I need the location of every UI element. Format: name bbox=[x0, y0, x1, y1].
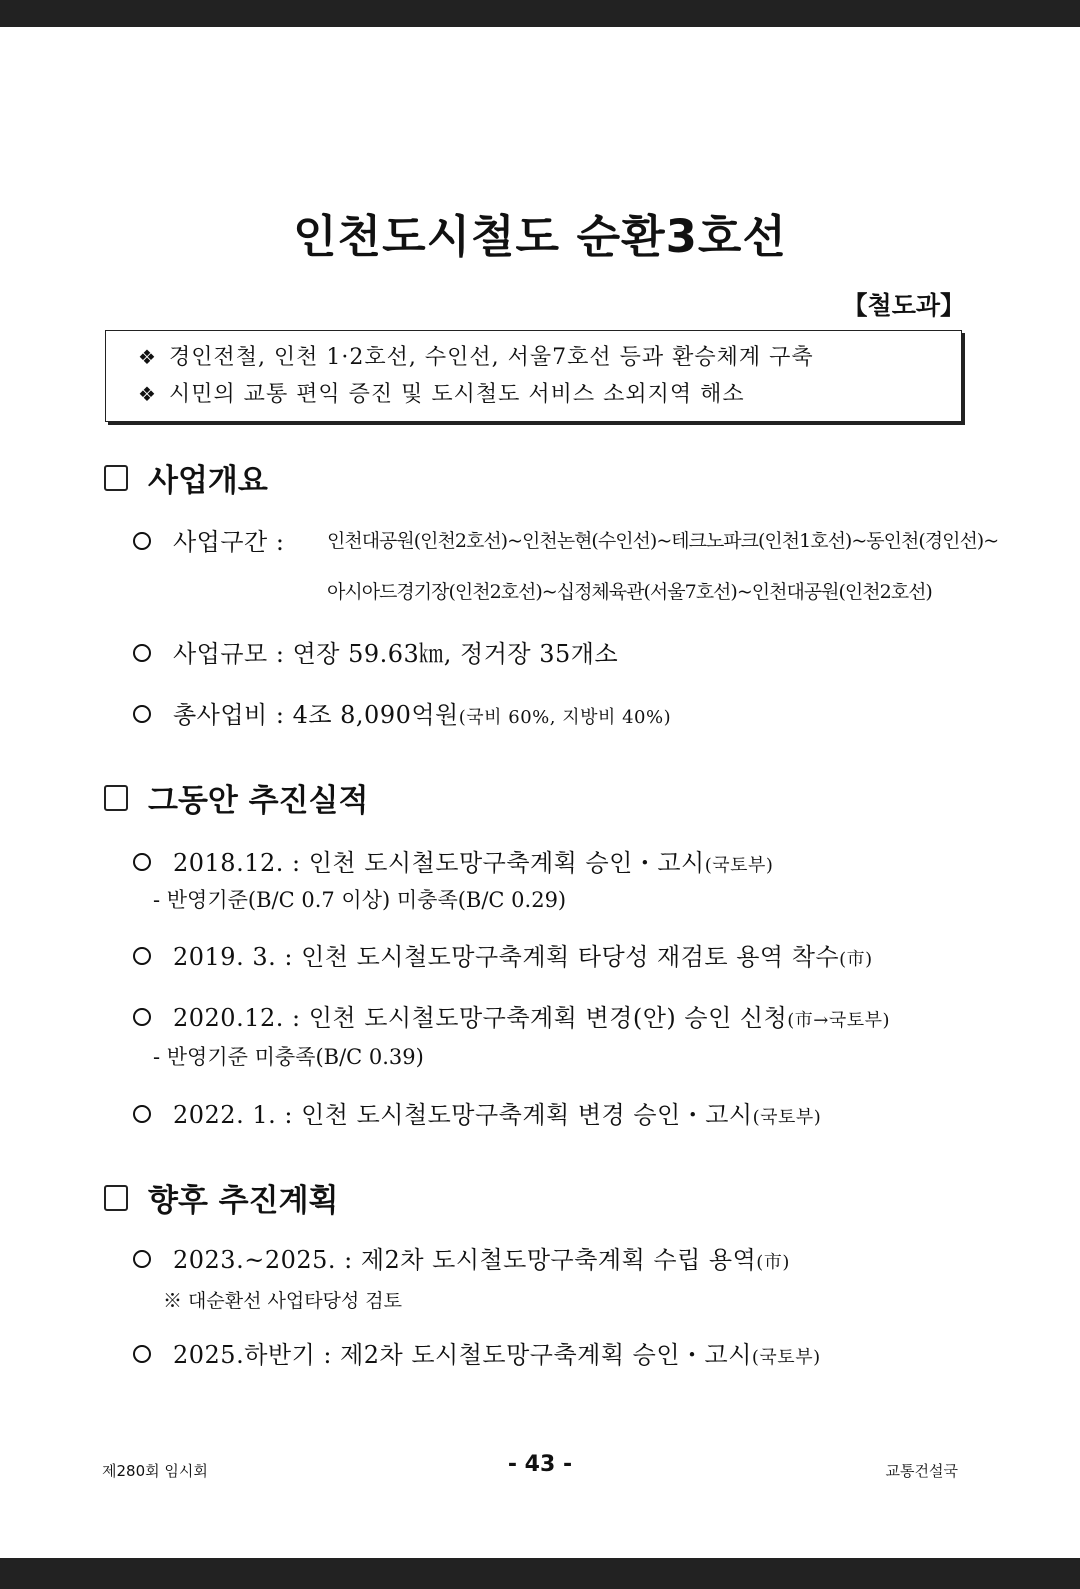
circle-bullet-icon bbox=[133, 947, 151, 965]
section-heading-plan bbox=[104, 1175, 338, 1220]
item-text: 2022. 1. : 인천 도시철도망구축계획 변경 승인・고시 bbox=[173, 1101, 753, 1129]
summary-text: 경인전철, 인천 1·2호선, 수인선, 서울7호선 등과 환승체계 구축 bbox=[168, 345, 814, 370]
list-item bbox=[133, 634, 618, 669]
section-title: 사업개요 bbox=[148, 463, 268, 499]
footer-department: 교통건설국 bbox=[885, 1462, 958, 1480]
diamond-bullet-icon: ❖ bbox=[138, 382, 157, 406]
diamond-bullet-icon: ❖ bbox=[138, 345, 157, 369]
footer-session: 제280회 임시회 bbox=[102, 1462, 208, 1480]
section-heading-overview bbox=[104, 455, 268, 500]
circle-bullet-icon bbox=[133, 1250, 151, 1268]
item-note: (국토부) bbox=[752, 1107, 822, 1128]
item-note: (市→국토부) bbox=[787, 1010, 891, 1031]
checkbox-icon bbox=[104, 1185, 128, 1211]
section-title: 향후 추진계획 bbox=[148, 1183, 339, 1219]
list-item bbox=[133, 1095, 821, 1130]
list-item bbox=[133, 695, 671, 730]
checkbox-icon bbox=[104, 465, 128, 491]
route-line-1: 인천대공원(인천2호선)~인천논현(수인선)~테크노파크(인천1호선)~동인천(경인선)~ bbox=[327, 530, 999, 552]
list-item bbox=[133, 522, 284, 557]
department-label: 【철도과】 bbox=[842, 291, 965, 320]
list-item bbox=[133, 1240, 790, 1275]
item-subnote: - 반영기준 미충족(B/C 0.39) bbox=[153, 1045, 424, 1069]
circle-bullet-icon bbox=[133, 853, 151, 871]
page-title: 인천도시철도 순환3호선 bbox=[293, 210, 787, 263]
list-item bbox=[133, 1335, 821, 1370]
item-text: 2020.12. : 인천 도시철도망구축계획 변경(안) 승인 신청 bbox=[173, 1004, 788, 1032]
summary-line bbox=[138, 339, 961, 376]
item-text: 2023.~2025. : 제2차 도시철도망구축계획 수립 용역 bbox=[173, 1246, 757, 1274]
item-text: 사업규모 : 연장 59.63㎞, 정거장 35개소 bbox=[173, 640, 619, 668]
bottom-bar bbox=[0, 1558, 1080, 1589]
item-note: (국토부) bbox=[704, 855, 774, 876]
page-number: - 43 - bbox=[507, 1452, 573, 1477]
route-line-2: 아시아드경기장(인천2호선)~십정체육관(서울7호선)~인천대공원(인천2호선) bbox=[327, 581, 932, 603]
list-item bbox=[133, 937, 873, 972]
top-bar bbox=[0, 0, 1080, 27]
item-subnote: ※ 대순환선 사업타당성 검토 bbox=[163, 1290, 403, 1312]
circle-bullet-icon bbox=[133, 705, 151, 723]
circle-bullet-icon bbox=[133, 1345, 151, 1363]
list-item bbox=[133, 998, 890, 1033]
item-note: (市) bbox=[756, 1252, 790, 1273]
circle-bullet-icon bbox=[133, 1105, 151, 1123]
item-text: 2019. 3. : 인천 도시철도망구축계획 타당성 재검토 용역 착수 bbox=[173, 943, 840, 971]
circle-bullet-icon bbox=[133, 532, 151, 550]
checkbox-icon bbox=[104, 785, 128, 811]
item-note: (市) bbox=[839, 949, 873, 970]
circle-bullet-icon bbox=[133, 644, 151, 662]
section-heading-progress bbox=[104, 775, 368, 820]
item-text: 2025.하반기 : 제2차 도시철도망구축계획 승인・고시 bbox=[173, 1341, 752, 1369]
circle-bullet-icon bbox=[133, 1008, 151, 1026]
summary-box bbox=[105, 330, 962, 422]
item-note: (국토부) bbox=[751, 1347, 821, 1368]
item-note: (국비 60%, 지방비 40%) bbox=[458, 707, 672, 728]
item-text: 2018.12. : 인천 도시철도망구축계획 승인・고시 bbox=[173, 849, 705, 877]
section-title: 그동안 추진실적 bbox=[148, 783, 369, 819]
summary-text: 시민의 교통 편익 증진 및 도시철도 서비스 소외지역 해소 bbox=[168, 382, 745, 407]
summary-line bbox=[138, 376, 961, 413]
list-item bbox=[133, 843, 773, 878]
item-text: 총사업비 : 4조 8,090억원 bbox=[173, 701, 459, 729]
item-subnote: - 반영기준(B/C 0.7 이상) 미충족(B/C 0.29) bbox=[153, 888, 567, 912]
item-label: 사업구간 : bbox=[173, 528, 285, 556]
